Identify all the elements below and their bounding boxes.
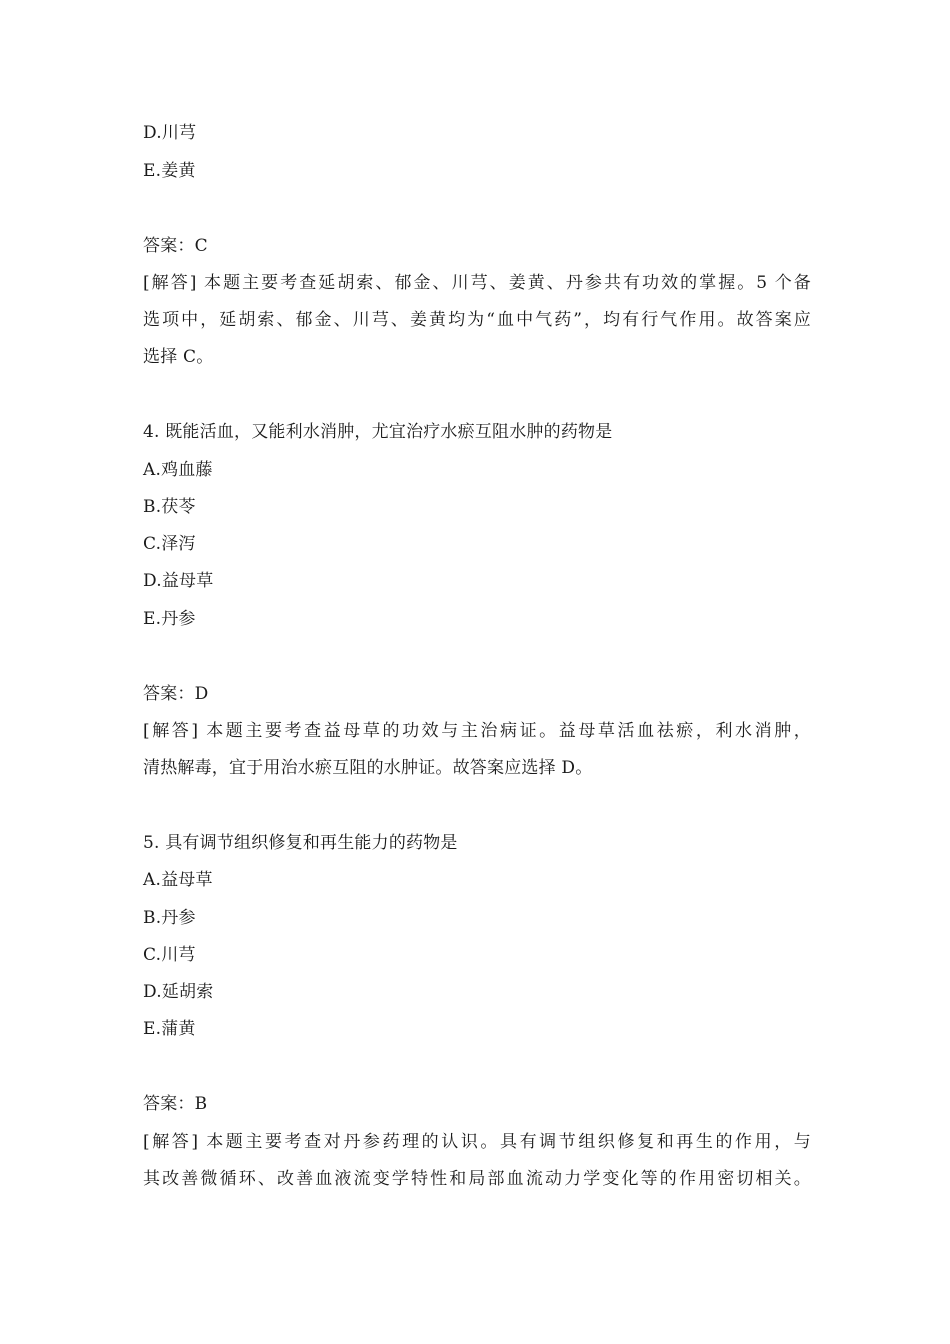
option-d: D.益母草 — [143, 571, 214, 591]
option-c: C.川芎 — [143, 945, 196, 965]
explanation-line: [解答] 本题主要考查延胡索、郁金、川芎、姜黄、丹参共有功效的掌握。5 个备 — [143, 273, 811, 293]
explanation-line: 选项中，延胡索、郁金、川芎、姜黄均为“血中气药”，均有行气作用。故答案应 — [143, 310, 811, 330]
option-a: A.益母草 — [143, 870, 213, 890]
option-e: E.蒲黄 — [143, 1019, 196, 1039]
explanation-line: [解答] 本题主要考查益母草的功效与主治病证。益母草活血祛瘀，利水消肿， — [143, 721, 811, 741]
question-text: 4. 既能活血，又能利水消肿，尤宜治疗水瘀互阻水肿的药物是 — [143, 422, 613, 442]
option-b: B.丹参 — [143, 908, 196, 928]
option-a: A.鸡血藤 — [143, 460, 213, 480]
option-c: C.泽泻 — [143, 534, 196, 554]
explanation-line: [解答] 本题主要考查对丹参药理的认识。具有调节组织修复和再生的作用，与 — [143, 1132, 811, 1152]
answer-line: 答案：C — [143, 236, 208, 256]
answer-line: 答案：B — [143, 1094, 208, 1114]
answer-line: 答案：D — [143, 684, 209, 704]
explanation-line: 选择 C。 — [143, 347, 214, 367]
option-e: E.丹参 — [143, 609, 196, 629]
option-e: E.姜黄 — [143, 161, 196, 181]
explanation-line: 其改善微循环、改善血液流变学特性和局部血流动力学变化等的作用密切相关。 — [143, 1169, 811, 1189]
explanation-line: 清热解毒，宜于用治水瘀互阻的水肿证。故答案应选择 D。 — [143, 758, 593, 778]
option-d: D.延胡索 — [143, 982, 214, 1002]
option-d: D.川芎 — [143, 123, 197, 143]
option-b: B.茯苓 — [143, 497, 196, 517]
question-text: 5. 具有调节组织修复和再生能力的药物是 — [143, 833, 458, 853]
